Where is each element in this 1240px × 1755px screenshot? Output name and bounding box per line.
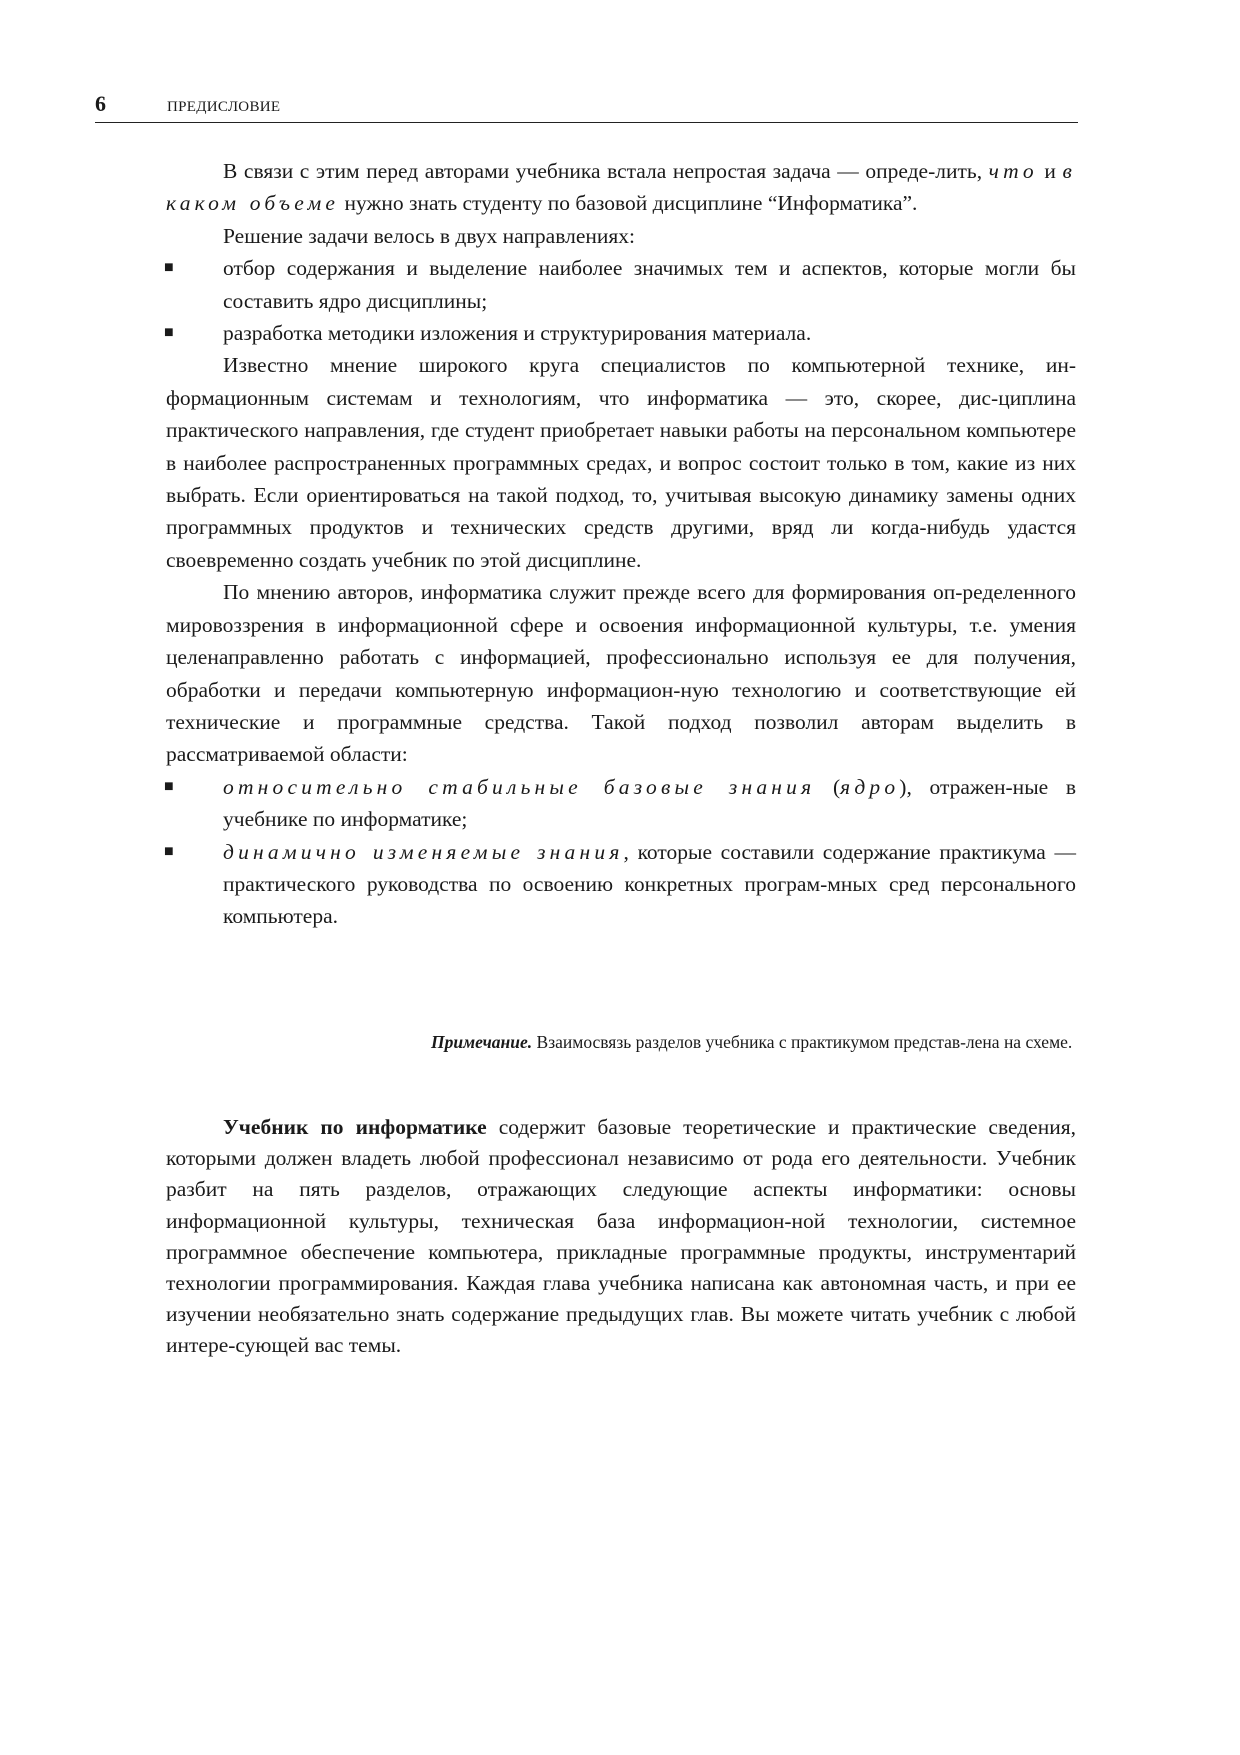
- emphasis-dynamic-knowledge: динамично изменяемые знания: [223, 839, 624, 864]
- paragraph-2: Решение задачи велось в двух направлениях:: [223, 223, 635, 248]
- emphasis-stable-knowledge: относительно стабильные базовые знания: [223, 774, 816, 799]
- list-item-text: разработка методики изложения и структурирования материала.: [223, 321, 812, 346]
- list-item: [166, 252, 1076, 317]
- list-item: [166, 836, 1076, 933]
- textbook-title-strong: Учебник по информатике: [223, 1115, 487, 1139]
- emphasis-what: что: [988, 159, 1038, 183]
- list-item: [166, 317, 1076, 349]
- main-text: [166, 155, 1076, 933]
- bullet-icon: ■: [164, 777, 174, 795]
- emphasis-volume: в каком объеме: [166, 159, 1076, 216]
- emphasis-core: ядро: [840, 774, 900, 799]
- note-label: Примечание.: [431, 1032, 533, 1052]
- bullet-icon: ■: [164, 842, 174, 860]
- note-text: Взаимосвязь разделов учебника с практикумом представ-лена на схеме.: [532, 1032, 1073, 1052]
- running-header: [95, 92, 1078, 123]
- paragraph-1: [166, 155, 1076, 220]
- list-item-text: отбор содержания и выделение наиболее значимых тем и аспектов, которые могли бы составить ядро дисциплины;: [223, 256, 1076, 313]
- list-item-open: (: [815, 774, 841, 799]
- header-title: ПРЕДИСЛОВИЕ: [167, 99, 281, 115]
- paragraph-1-text-b: нужно знать студенту по базовой дисциплине “Информатика”.: [339, 191, 918, 216]
- bullet-icon: ■: [164, 324, 174, 342]
- list-item: [166, 771, 1076, 836]
- paragraph-3: Известно мнение широкого круга специалистов по компьютерной технике, ин-формационным системам и технологиям, что информатика — это, скорее, дис-циплина практического направления, где студент приобретает навыки работы на персональном компьютере в наиболее распространенных программных средах, и вопрос состоит только в том, какие из них выбрать. Если ориентироваться на такой подход, то, учитывая высокую динамику замены одних программных продуктов и технических средств другими, вряд ли когда-нибудь удастся своевременно создать учебник по этой дисциплине.: [166, 353, 1076, 572]
- note-block: [431, 1029, 1076, 1056]
- list-directions: [166, 252, 1076, 349]
- main-text-2: [166, 1112, 1076, 1362]
- paragraph-5: [166, 1112, 1076, 1362]
- paragraph-1-text-a: В связи с этим перед авторами учебника встала непростая задача — опреде-лить,: [223, 159, 989, 183]
- list-item-rest: , которые составили содержание практикума — практического руководства по освоению конкретных програм-мных сред персонального компьютера.: [223, 839, 1076, 929]
- paragraph-4: По мнению авторов, информатика служит прежде всего для формирования оп-ределенного мировоззрения в информационной сфере и освоения информационной культуры, т.е. умения целенаправленно работать с информацией, профессионально используя ее для получения, обработки и передачи компьютерную информацион-ную технологию и соответствующие ей технические и программные средства. Такой подход позволил авторам выделить в рассматриваемой области:: [166, 580, 1076, 767]
- list-item-rest: ), отражен-ные в учебнике по информатике;: [223, 774, 1076, 832]
- paragraph-5-text: содержит базовые теоретические и практические сведения, которыми должен владеть любой профессионал независимо от рода его деятельности. Учебник разбит на пять разделов, отражающих следующие аспекты информатики: основы информационной культуры, техническая база информацион-ной технологии, системное программное обеспечение компьютера, прикладные программные продукты, инструментарий технологии программирования. Каждая глава учебника написана как автономная часть, и при ее изучении необязательно знать содержание предыдущих глав. Вы можете читать учебник с любой интере-сующей вас темы.: [166, 1115, 1076, 1358]
- paragraph-1-and: и: [1037, 159, 1063, 183]
- bullet-icon: ■: [164, 259, 174, 277]
- page-number: 6: [95, 91, 106, 116]
- list-knowledge: [166, 771, 1076, 933]
